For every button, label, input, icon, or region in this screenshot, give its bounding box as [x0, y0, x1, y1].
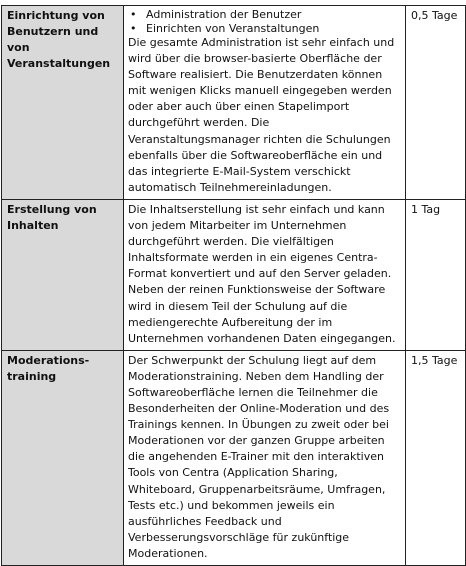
duration-cell	[406, 199, 466, 350]
description-text: Die gesamte Administration ist sehr einfach und wird über die browser-basierte Oberfläche der Software realisiert. Die Benutzerdaten können mit wenigen Klicks manuell eingegeben werden oder aber auch über einen Stapelimport durchgeführt werden. Die Veranstaltungsmanager richten die Schulungen ebenfalls über die Softwareoberfläche ein und das integrierte E-Mail-System verschickt automatisch Teilnehmereinladungen.	[128, 36, 395, 194]
duration-value: 1,5 Tage	[411, 353, 458, 367]
description-cell	[124, 199, 406, 350]
table-row	[2, 6, 466, 200]
duration-cell	[406, 350, 466, 565]
training-schedule-table	[1, 5, 466, 566]
duration-value: 1 Tag	[411, 202, 441, 216]
description-cell	[124, 6, 406, 200]
table-row	[2, 199, 466, 350]
topic-cell	[2, 199, 124, 350]
topic-label: Erstellung von Inhalten	[7, 202, 97, 232]
bullet-item: • Administration der Benutzer	[128, 8, 402, 22]
duration-cell	[406, 6, 466, 200]
description-text: Der Schwerpunkt der Schulung liegt auf dem Moderationstraining. Neben dem Handling der Softwareoberfläche lernen die Teilnehmer die Besonderheiten der Online-Moderation und des Trainings kennen. In Übungen zu zweit oder bei Moderationen vor der ganzen Gruppe arbeiten die angehenden E-Trainer mit den interaktiven Tools von Centra (Application Sharing, Whiteboard, Gruppenarbeitsräume, Umfragen, Tests etc.) und bekommen jeweils ein ausführliches Feedback und Verbesserungsvorschläge für zukünftige Moderationen.	[128, 353, 390, 560]
topic-cell	[2, 6, 124, 200]
bullet-item: • Einrichten von Veranstaltungen	[128, 22, 402, 36]
description-cell	[124, 350, 406, 565]
topic-label: Einrichtung von Benutzern und von Veranstaltungen	[7, 9, 111, 70]
description-text: Die Inhaltserstellung ist sehr einfach und kann von jedem Mitarbeiter im Unternehmen durchgeführt werden. Die vielfältigen Inhaltsformate werden in ein eigenes Centra-Format konvertiert und auf den Server geladen. Neben der reinen Funktionsweise der Software wird in diesem Teil der Schulung auf die mediengerechte Aufbereitung der im Unternehmen vorhandenen Daten eingegangen.	[128, 202, 396, 345]
topic-label: Moderations-training	[7, 353, 90, 383]
duration-value: 0,5 Tage	[411, 9, 458, 22]
topic-cell	[2, 350, 124, 565]
table-row	[2, 350, 466, 565]
bullet-list	[128, 8, 402, 35]
